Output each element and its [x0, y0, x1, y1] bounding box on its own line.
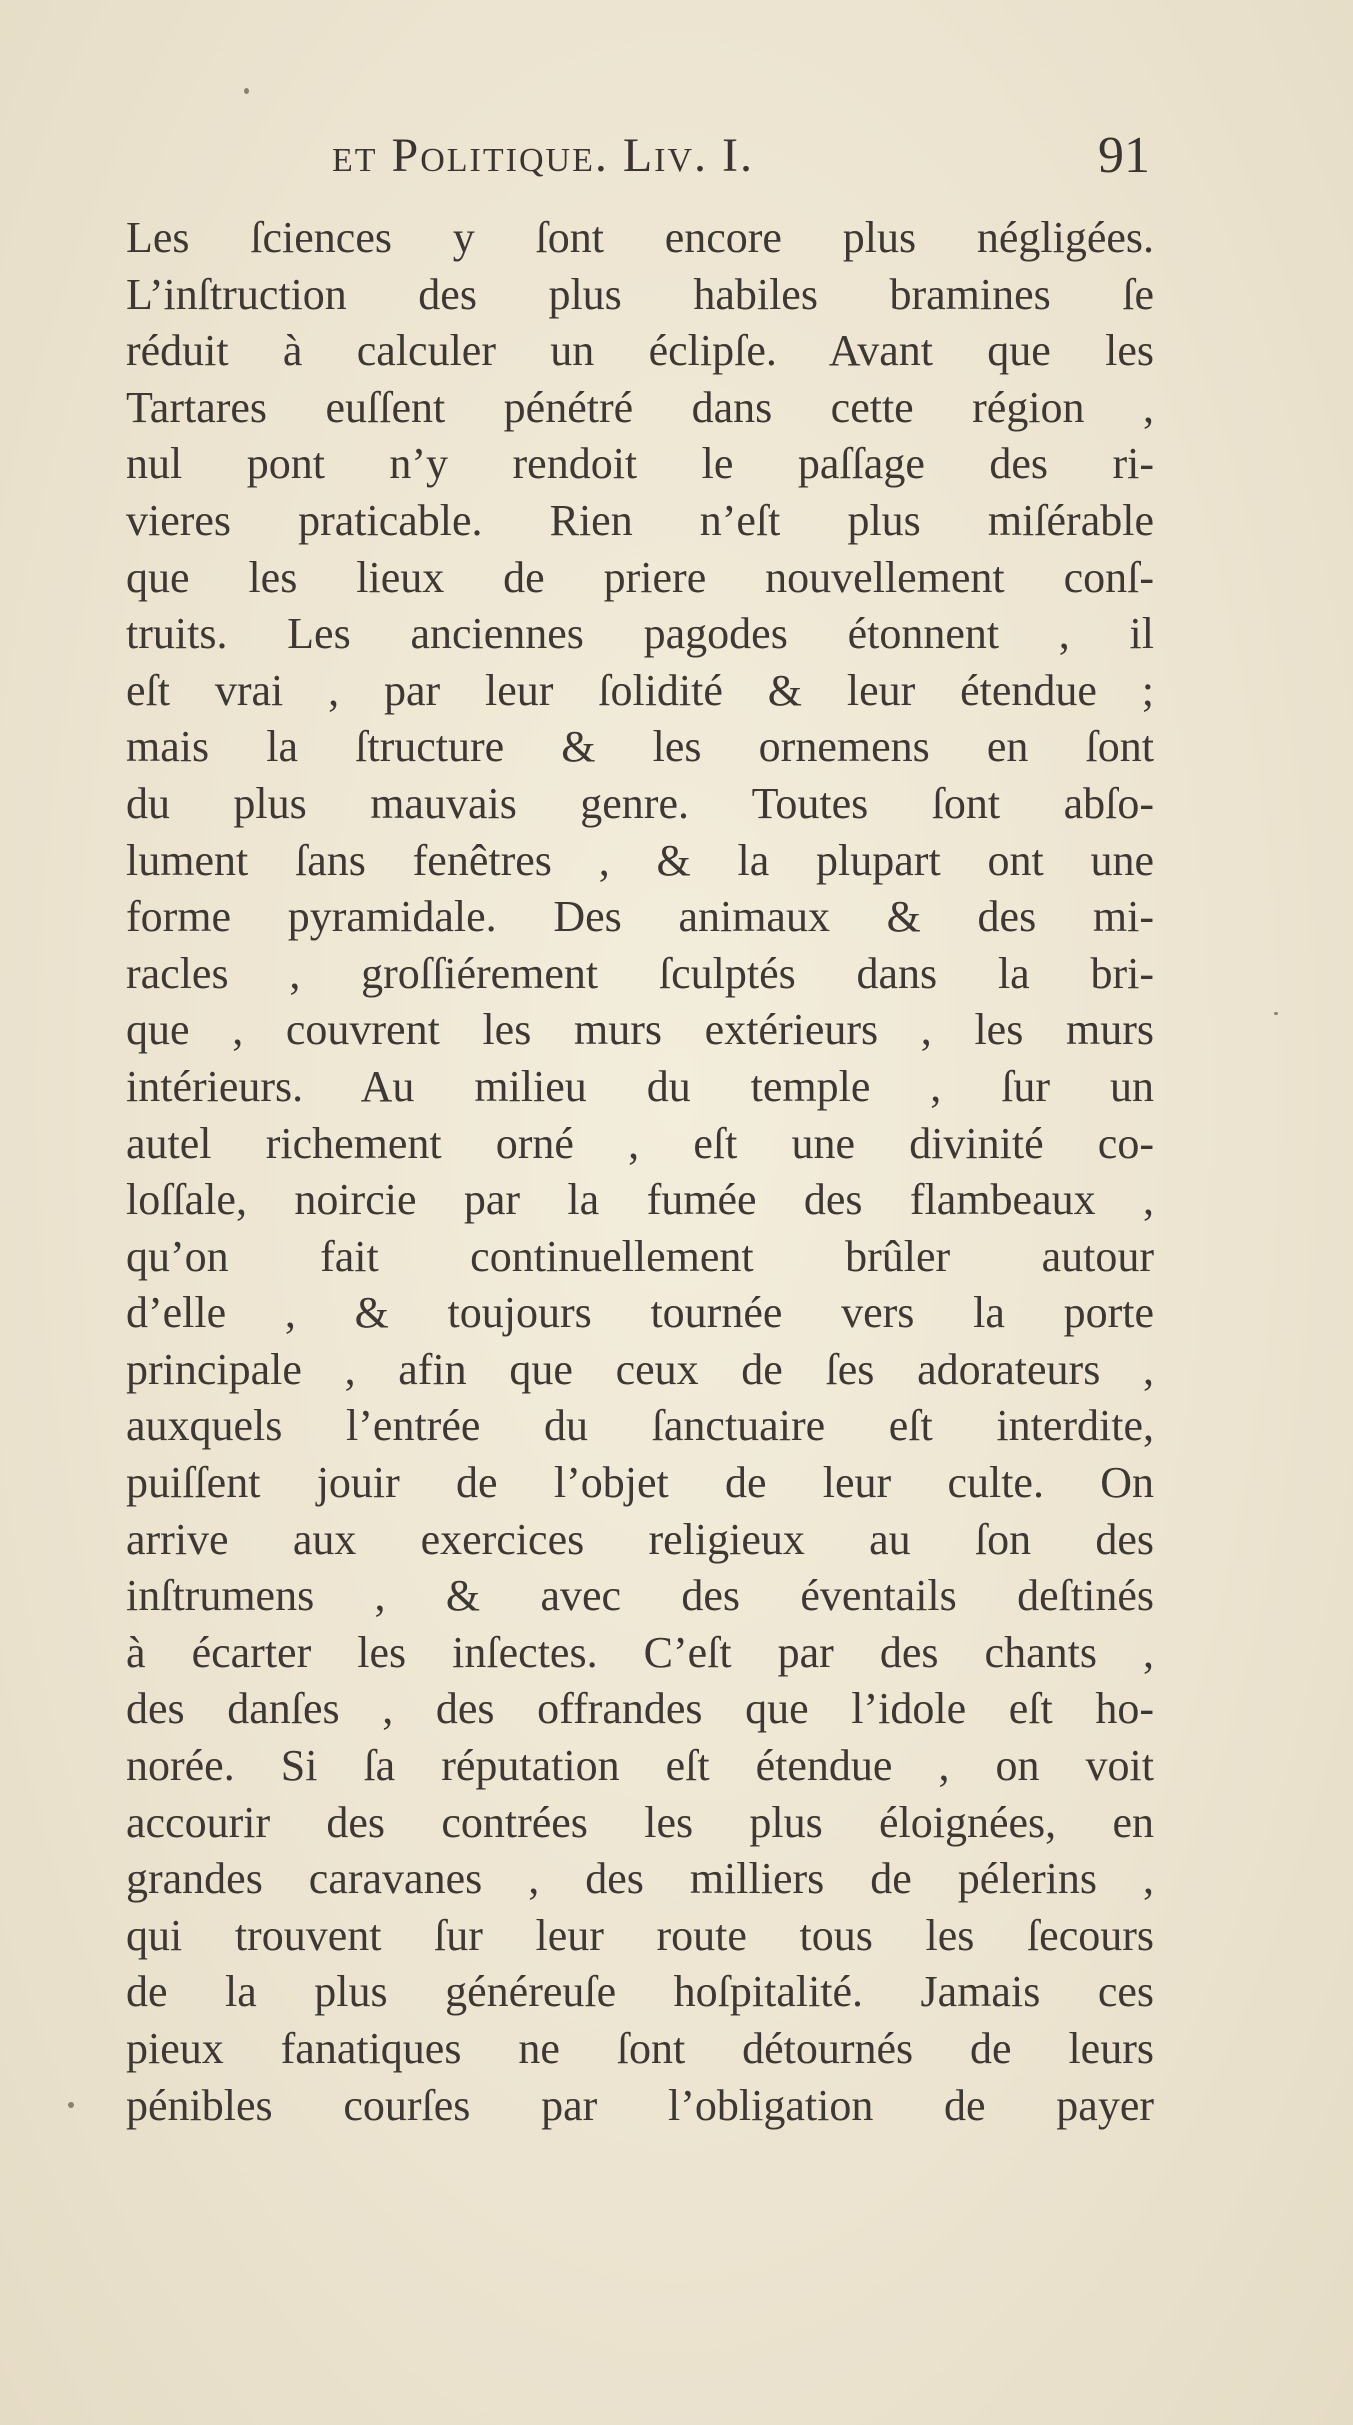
text-line: auxquels l’entrée du ſanctuaire eſt interdite, — [126, 1401, 1154, 1451]
text-line: intérieurs. Au milieu du temple , ſur un — [126, 1061, 1154, 1111]
text-line: eſt vrai , par leur ſolidité & leur étendue ; — [126, 665, 1154, 715]
text-line: puiſſent jouir de l’objet de leur culte. On — [126, 1458, 1154, 1508]
body-text — [126, 210, 1154, 2134]
text-line: réduit à calculer un éclipſe. Avant que les — [126, 326, 1154, 376]
text-line: mais la ſtructure & les ornemens en ſont — [126, 722, 1154, 772]
text-line: vieres praticable. Rien n’eſt plus miſérable — [126, 495, 1154, 545]
text-line: que , couvrent les murs extérieurs , les murs — [126, 1005, 1154, 1055]
text-line: lument ſans fenêtres , & la plupart ont une — [126, 835, 1154, 885]
text-line: accourir des contrées les plus éloignées, en — [126, 1797, 1154, 1847]
text-line: Les ſciences y ſont encore plus négligées. — [126, 213, 1154, 262]
running-title: et Politique. Liv. I. — [332, 129, 755, 182]
text-line: Tartares euſſent pénétré dans cette région , — [126, 382, 1154, 432]
text-line: racles , groſſiérement ſculptés dans la bri- — [126, 948, 1154, 998]
text-line: du plus mauvais genre. Toutes ſont abſo- — [126, 778, 1154, 828]
text-line: L’inſtruction des plus habiles bramines ſe — [126, 269, 1154, 319]
text-line: loſſale, noircie par la fumée des flambeaux , — [126, 1175, 1154, 1225]
paper-speck — [1274, 1012, 1278, 1015]
text-line: autel richement orné , eſt une divinité co- — [126, 1118, 1154, 1168]
text-line: pieux fanatiques ne ſont détournés de leurs — [126, 2024, 1154, 2073]
text-line: de la plus généreuſe hoſpitalité. Jamais ces — [126, 1967, 1154, 2017]
text-line: que les lieux de priere nouvellement conſ- — [126, 552, 1154, 602]
text-line: norée. Si ſa réputation eſt étendue , on voit — [126, 1741, 1154, 1791]
text-line: qui trouvent ſur leur route tous les ſecours — [126, 1910, 1154, 1960]
text-line: inſtrumens , & avec des éventails deſtinés — [126, 1571, 1154, 1621]
text-line: forme pyramidale. Des animaux & des mi- — [126, 892, 1154, 942]
page-number: 91 — [1098, 127, 1150, 184]
text-line: grandes caravanes , des milliers de pélerins , — [126, 1854, 1154, 1904]
text-line: qu’on fait continuellement brûler autour — [126, 1231, 1154, 1281]
text-line: pénibles courſes par l’obligation de payer — [126, 2080, 1154, 2130]
text-line: truits. Les anciennes pagodes étonnent , il — [126, 609, 1154, 659]
text-line: arrive aux exercices religieux au ſon des — [126, 1514, 1154, 1564]
text-line: principale , afin que ceux de ſes adorateurs , — [126, 1344, 1154, 1394]
paper-speck — [68, 2102, 74, 2108]
text-line: à écarter les inſectes. C’eſt par des chants , — [126, 1627, 1154, 1677]
page-header — [300, 128, 1150, 198]
paper-speck — [244, 88, 249, 94]
text-line: nul pont n’y rendoit le paſſage des ri- — [126, 439, 1154, 489]
text-line: des danſes , des offrandes que l’idole eſt ho- — [126, 1684, 1154, 1734]
text-line: d’elle , & toujours tournée vers la porte — [126, 1288, 1154, 1338]
